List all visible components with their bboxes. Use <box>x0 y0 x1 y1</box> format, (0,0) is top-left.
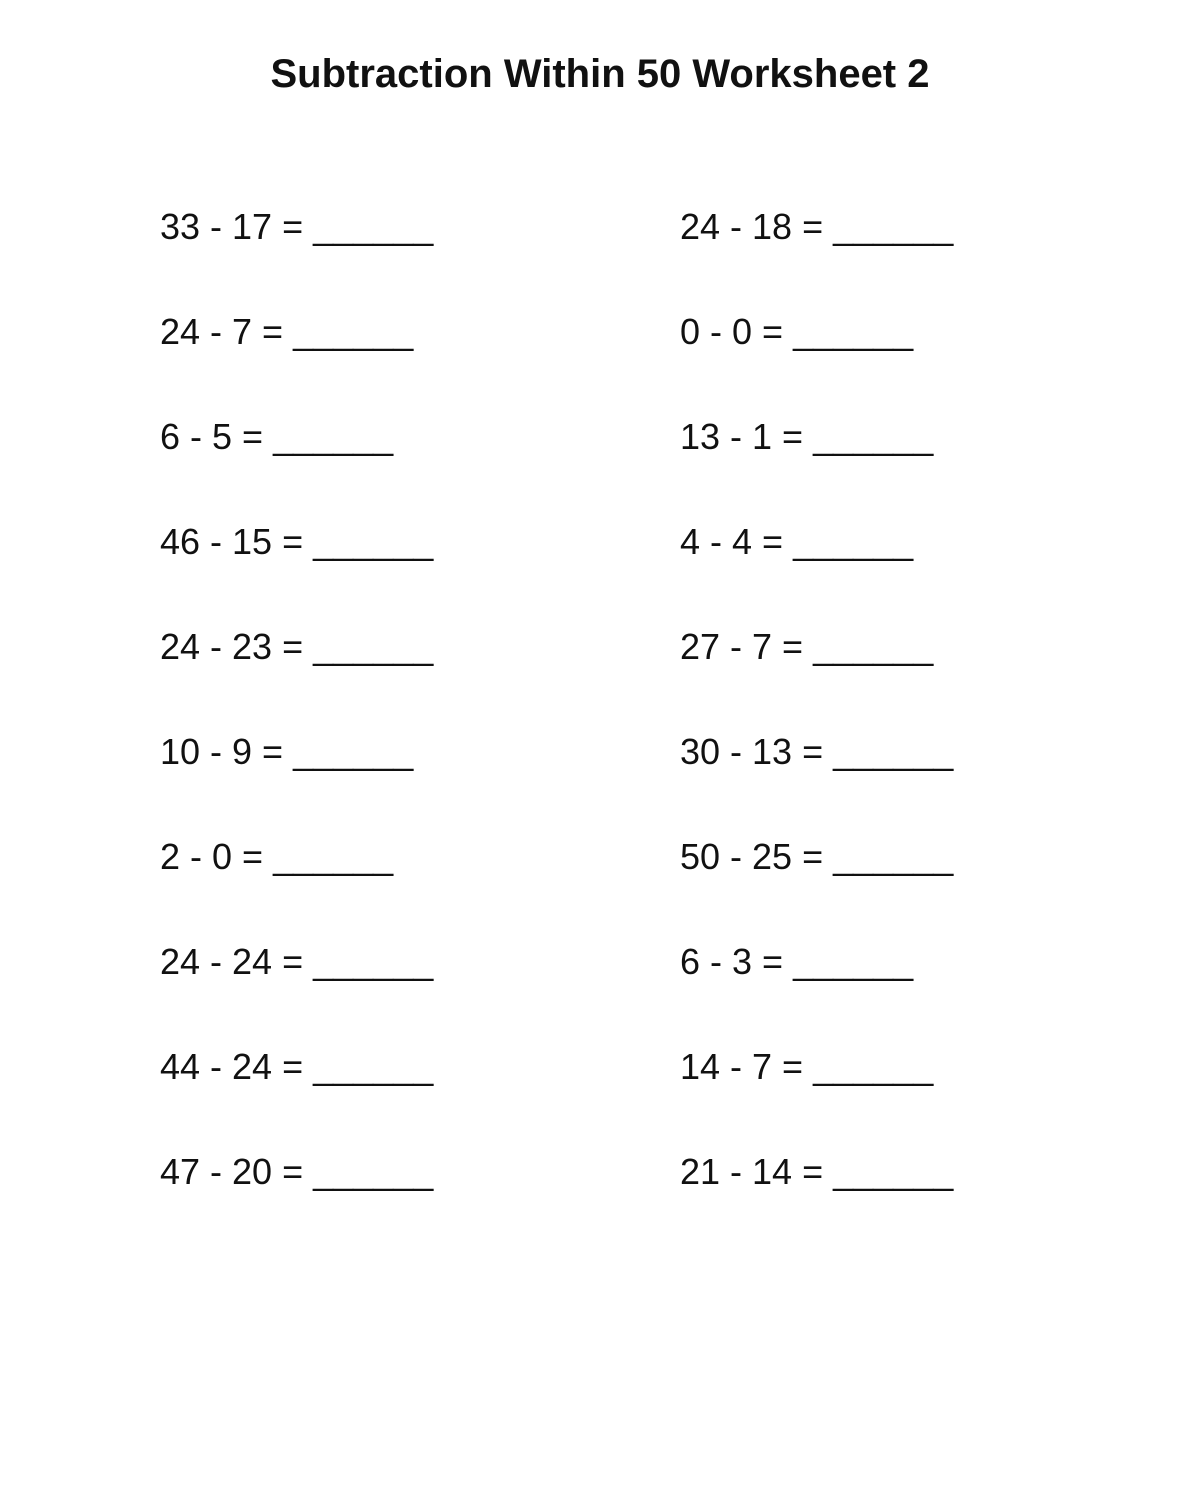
problem: 27 - 7 = ______ <box>680 626 934 667</box>
problem: 14 - 7 = ______ <box>680 1046 934 1087</box>
problem: 24 - 7 = ______ <box>160 311 414 352</box>
problem: 6 - 5 = ______ <box>160 416 394 457</box>
problem: 6 - 3 = ______ <box>680 941 914 982</box>
problem: 21 - 14 = ______ <box>680 1151 954 1192</box>
problem: 13 - 1 = ______ <box>680 416 934 457</box>
problem: 44 - 24 = ______ <box>160 1046 434 1087</box>
problem: 47 - 20 = ______ <box>160 1151 434 1192</box>
problem: 46 - 15 = ______ <box>160 521 434 562</box>
problem: 0 - 0 = ______ <box>680 311 914 352</box>
problem: 10 - 9 = ______ <box>160 731 414 772</box>
problem: 2 - 0 = ______ <box>160 836 394 877</box>
problem: 30 - 13 = ______ <box>680 731 954 772</box>
page-title: Subtraction Within 50 Worksheet 2 <box>270 52 930 96</box>
problem: 24 - 23 = ______ <box>160 626 434 667</box>
problem: 4 - 4 = ______ <box>680 521 914 562</box>
problem: 24 - 24 = ______ <box>160 941 434 982</box>
problem: 33 - 17 = ______ <box>160 206 434 247</box>
problem: 24 - 18 = ______ <box>680 206 954 247</box>
problem: 50 - 25 = ______ <box>680 836 954 877</box>
